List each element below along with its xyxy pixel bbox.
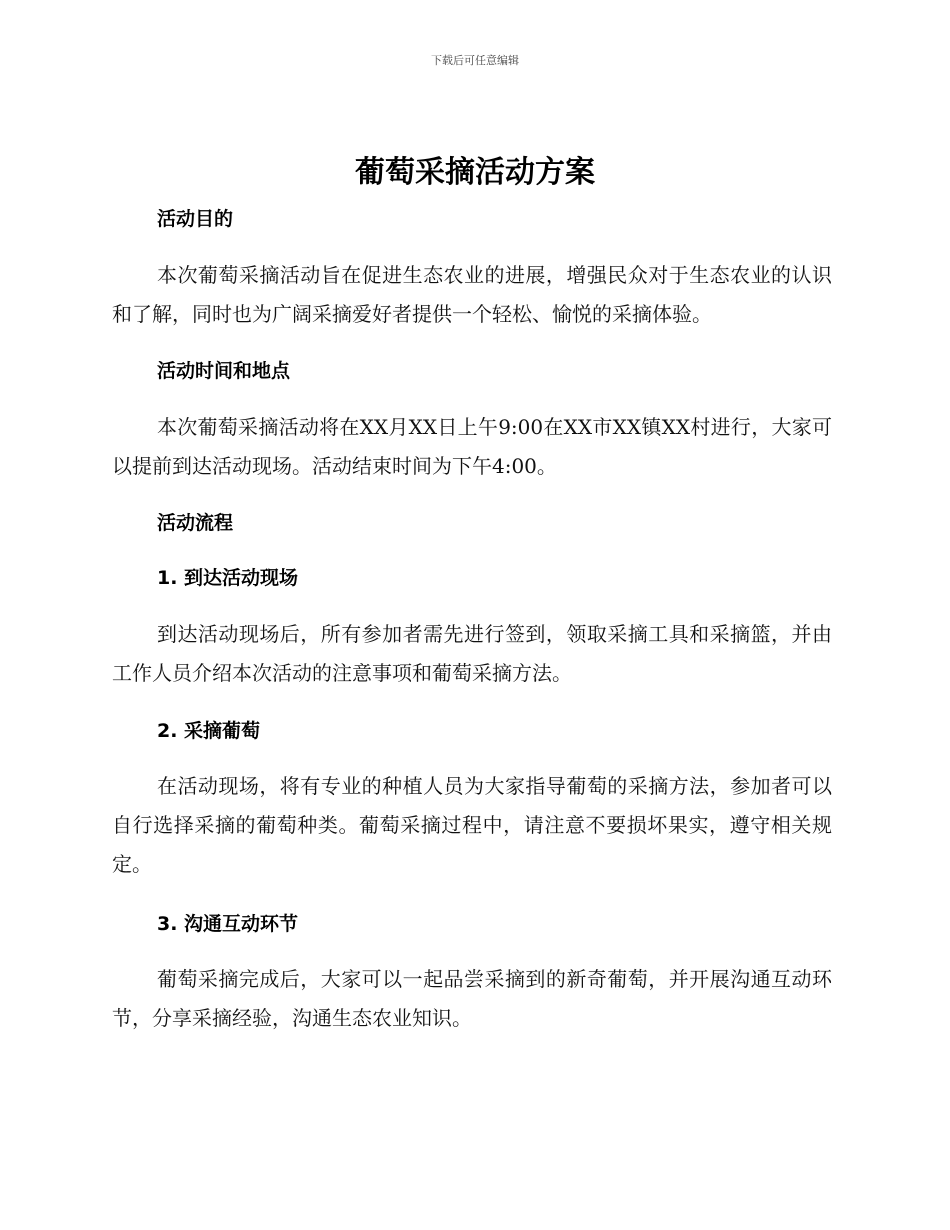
step-heading-interaction: 3. 沟通互动环节 [157, 913, 299, 935]
paragraph-interaction: 葡萄采摘完成后，大家可以一起品尝采摘到的新奇葡萄，并开展沟通互动环节，分享采摘经验，沟通生态农业知识。 [112, 967, 832, 1030]
paragraph-pick: 在活动现场，将有专业的种植人员为大家指导葡萄的采摘方法，参加者可以自行选择采摘的葡萄种类。葡萄采摘过程中，请注意不要损坏果实，遵守相关规定。 [112, 774, 832, 876]
document-title: 葡萄采摘活动方案 [355, 155, 595, 190]
section-heading-time-location: 活动时间和地点 [157, 360, 291, 382]
section-heading-process: 活动流程 [157, 512, 234, 534]
step-heading-arrive: 1. 到达活动现场 [157, 567, 299, 589]
step-heading-pick: 2. 采摘葡萄 [157, 720, 261, 742]
paragraph-purpose: 本次葡萄采摘活动旨在促进生态农业的进展，增强民众对于生态农业的认识和了解，同时也为广阔采摘爱好者提供一个轻松、愉悦的采摘体验。 [112, 263, 832, 326]
section-heading-purpose: 活动目的 [157, 208, 234, 230]
paragraph-arrive: 到达活动现场后，所有参加者需先进行签到，领取采摘工具和采摘篮，并由工作人员介绍本次活动的注意事项和葡萄采摘方法。 [112, 622, 832, 685]
paragraph-time-location: 本次葡萄采摘活动将在XX月XX日上午9:00在XX市XX镇XX村进行，大家可以提前到达活动现场。活动结束时间为下午4:00。 [112, 415, 832, 478]
header-note: 下载后可任意编辑 [431, 54, 519, 67]
